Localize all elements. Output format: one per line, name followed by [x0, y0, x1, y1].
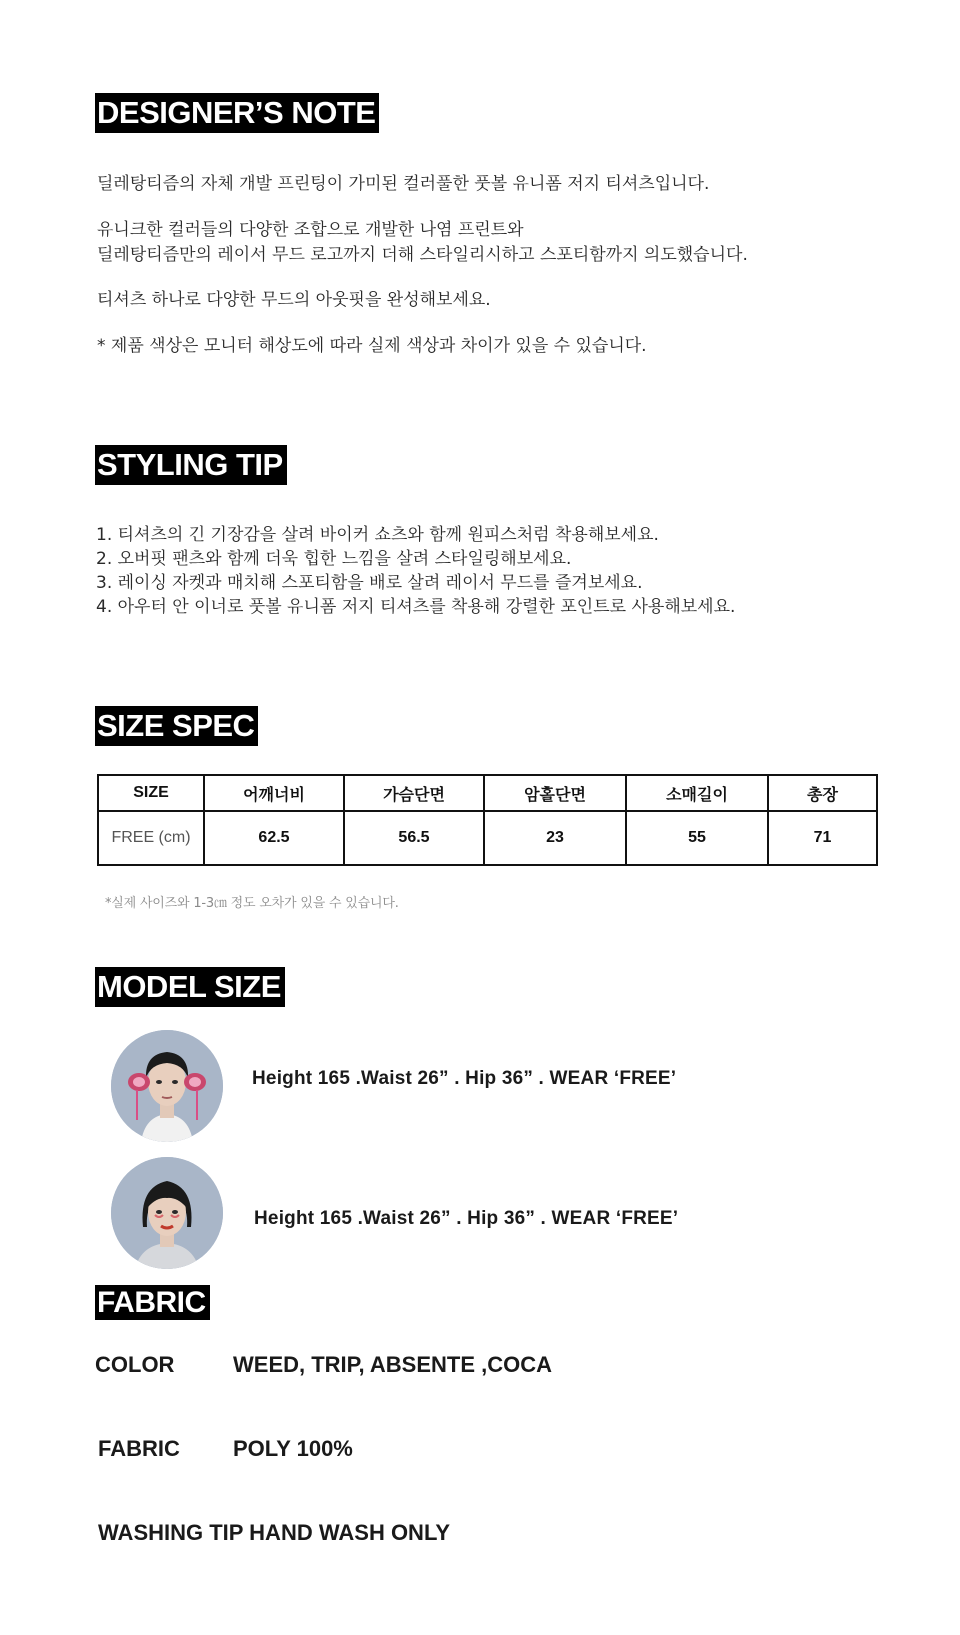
- column-header-chest: 가슴단면: [344, 775, 484, 811]
- model-size-heading: MODEL SIZE: [95, 967, 285, 1007]
- designers-note-heading: DESIGNER’S NOTE: [95, 93, 379, 133]
- washing-tip: WASHING TIP HAND WASH ONLY: [98, 1520, 451, 1545]
- designers-note-paragraph: 딜레탕티즘만의 레이서 무드 로고까지 더해 스타일리시하고 스포티함까지 의도했습니다.: [97, 245, 748, 265]
- designers-note-paragraph: 티셔츠 하나로 다양한 무드의 아웃핏을 완성해보세요.: [97, 290, 491, 310]
- shoulder-cell: 62.5: [204, 811, 344, 865]
- length-cell: 71: [768, 811, 877, 865]
- designers-note-paragraph: 딜레탕티즘의 자체 개발 프린팅이 가미된 컬러풀한 풋볼 유니폼 저지 티셔츠입니다.: [97, 174, 710, 194]
- list-item: 3. 레이싱 자켓과 매치해 스포티함을 배로 살려 레이서 무드를 즐겨보세요.: [96, 573, 643, 593]
- model-avatar-2: [111, 1157, 223, 1269]
- fabric-label: FABRIC: [98, 1436, 180, 1461]
- styling-tip-list: [96, 523, 735, 619]
- chest-cell: 56.5: [344, 811, 484, 865]
- table-header-row: [98, 775, 877, 811]
- size-cell: FREE (cm): [98, 811, 204, 865]
- model-measurements: Height 165 .Waist 26” . Hip 36” . WEAR ‘FREE’: [254, 1208, 679, 1229]
- model-portrait-image: [111, 1030, 223, 1142]
- column-header-size: SIZE: [98, 775, 204, 811]
- list-item: 4. 아우터 안 이너로 풋볼 유니폼 저지 티셔츠를 착용해 강렬한 포인트로 사용해보세요.: [96, 597, 736, 617]
- model-avatar-1: [111, 1030, 223, 1142]
- model-portrait-image: [111, 1157, 223, 1269]
- column-header-length: 총장: [768, 775, 877, 811]
- table-row: [98, 811, 877, 865]
- fabric-value: POLY 100%: [233, 1436, 353, 1461]
- size-spec-heading: SIZE SPEC: [95, 706, 258, 746]
- list-item: 1. 티셔츠의 긴 기장감을 살려 바이커 쇼츠와 함께 원피스처럼 착용해보세요.: [96, 525, 659, 545]
- column-header-sleeve: 소매길이: [626, 775, 768, 811]
- color-label: COLOR: [95, 1352, 175, 1377]
- color-disclaimer: * 제품 색상은 모니터 해상도에 따라 실제 색상과 차이가 있을 수 있습니다.: [97, 336, 647, 356]
- styling-tip-heading: STYLING TIP: [95, 445, 287, 485]
- armhole-cell: 23: [484, 811, 626, 865]
- designers-note-paragraph: 유니크한 컬러들의 다양한 조합으로 개발한 나염 프린트와: [97, 220, 524, 240]
- column-header-shoulder: 어깨너비: [204, 775, 344, 811]
- model-measurements: Height 165 .Waist 26” . Hip 36” . WEAR ‘FREE’: [252, 1068, 677, 1089]
- sleeve-cell: 55: [626, 811, 768, 865]
- list-item: 2. 오버핏 팬츠와 함께 더욱 힙한 느낌을 살려 스타일링해보세요.: [96, 549, 572, 569]
- column-header-armhole: 암홀단면: [484, 775, 626, 811]
- size-tolerance-note: *실제 사이즈와 1-3㎝ 정도 오차가 있을 수 있습니다.: [105, 896, 399, 911]
- fabric-heading: FABRIC: [95, 1285, 210, 1320]
- color-value: WEED, TRIP, ABSENTE ,COCA: [233, 1352, 553, 1377]
- size-spec-table: [97, 774, 878, 866]
